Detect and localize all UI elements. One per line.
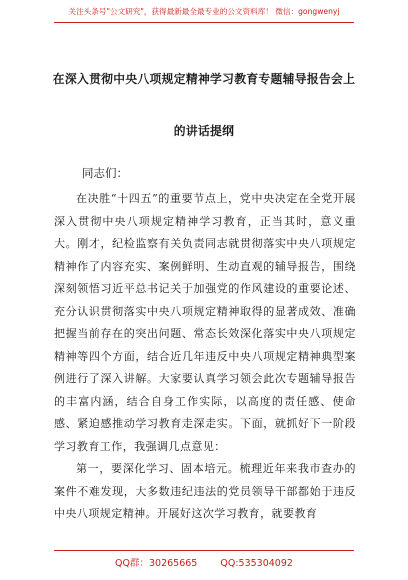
- document-body: [54, 188, 356, 526]
- footer-qq-group: QQ群：30265665: [115, 558, 198, 569]
- footer: [0, 555, 408, 569]
- header-divider: [54, 22, 354, 23]
- footer-qq: QQ:535304092: [220, 558, 293, 569]
- body-paragraph: 第一，要深化学习、固本培元。梳理近年来我市查办的案件不难发现，大多数违纪违法的党员领导干部都始于违反中央八项规定精神。开展好这次学习教育，就要教育: [54, 462, 356, 520]
- footer-divider: [54, 550, 354, 551]
- salutation: 同志们：: [82, 166, 128, 180]
- body-paragraph: 在决胜“十四五”的重要节点上，党中央决定在全党开展深入贯彻中央八项规定精神学习教育，正当其时，意义重大。刚才，纪检监察有关负责同志就贯彻落实中央八项规定精神作了内容充实、案例鲜明、生动直观的辅导报告，围绕深刻领悟习近平总书记关于加强党的作风建设的重要论述、充分认识贯彻落实中央八项规定精神取得的显著成效、准确把握当前存在的突出问题、常态长效深化落实中央八项规定精神等四个方面，结合近几年违反中央八项规定精神典型案例进行了深入讲解。大家要认真学习领会此次专题辅导报告的丰富内涵，结合自身工作实际，以高度的责任感、使命感、紧迫感推动学习教育走深走实。下面，就抓好下一阶段学习教育工作，我强调几点意见：: [54, 192, 356, 453]
- document-title-line-2: 的讲话提纲: [173, 124, 235, 138]
- document-title-line-1: 在深入贯彻中央八项规定精神学习教育专题辅导报告会上: [52, 72, 356, 86]
- header-note: 关注头条号"公文研究"，获得最新最全最专业的公文资料库！ 微信：gongwenyj: [68, 7, 340, 16]
